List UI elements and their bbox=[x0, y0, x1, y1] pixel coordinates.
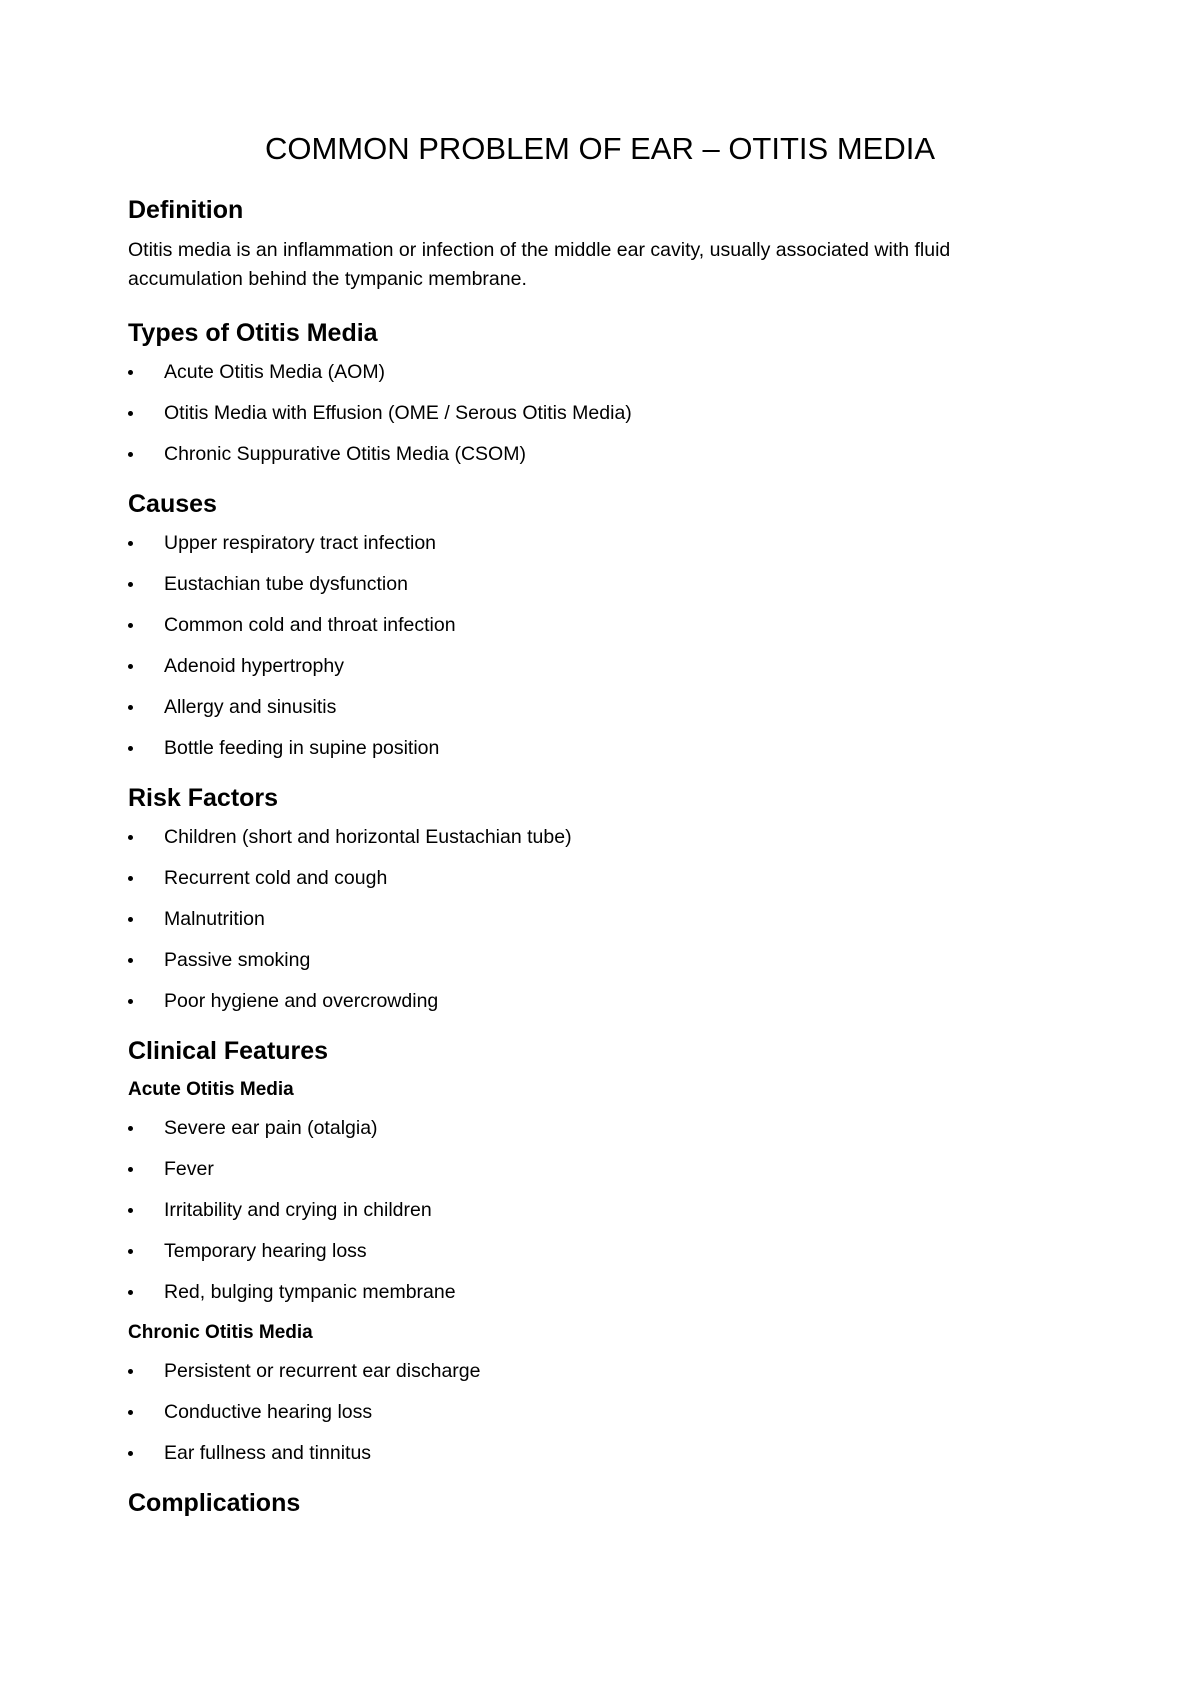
risk-factors-list bbox=[128, 824, 980, 1029]
bullet-icon bbox=[128, 370, 133, 375]
list-item: Adenoid hypertrophy bbox=[128, 653, 980, 694]
list-item: Acute Otitis Media (AOM) bbox=[128, 359, 980, 400]
bullet-icon bbox=[128, 1126, 133, 1131]
bullet-icon bbox=[128, 835, 133, 840]
list-item: Ear fullness and tinnitus bbox=[128, 1440, 980, 1481]
bullet-icon bbox=[128, 1290, 133, 1295]
list-item: Fever bbox=[128, 1156, 980, 1197]
list-item: Eustachian tube dysfunction bbox=[128, 571, 980, 612]
list-item: Passive smoking bbox=[128, 947, 980, 988]
bullet-icon bbox=[128, 411, 133, 416]
causes-list bbox=[128, 530, 980, 776]
page-title: COMMON PROBLEM OF EAR – OTITIS MEDIA bbox=[264, 131, 935, 166]
chronic-features-list bbox=[128, 1358, 980, 1481]
bullet-icon bbox=[128, 623, 133, 628]
bullet-icon bbox=[128, 1208, 133, 1213]
bullet-icon bbox=[128, 582, 133, 587]
bullet-icon bbox=[128, 452, 133, 457]
list-item: Severe ear pain (otalgia) bbox=[128, 1115, 980, 1156]
types-heading: Types of Otitis Media bbox=[128, 319, 378, 347]
bullet-icon bbox=[128, 541, 133, 546]
list-item: Temporary hearing loss bbox=[128, 1238, 980, 1279]
chronic-otitis-media-subheading: Chronic Otitis Media bbox=[128, 1322, 313, 1343]
bullet-icon bbox=[128, 705, 133, 710]
bullet-icon bbox=[128, 999, 133, 1004]
list-item: Upper respiratory tract infection bbox=[128, 530, 980, 571]
list-item: Irritability and crying in children bbox=[128, 1197, 980, 1238]
list-item: Poor hygiene and overcrowding bbox=[128, 988, 980, 1029]
list-item: Persistent or recurrent ear discharge bbox=[128, 1358, 980, 1399]
risk-factors-heading: Risk Factors bbox=[128, 784, 279, 812]
bullet-icon bbox=[128, 876, 133, 881]
list-item: Chronic Suppurative Otitis Media (CSOM) bbox=[128, 441, 980, 482]
acute-otitis-media-subheading: Acute Otitis Media bbox=[128, 1079, 294, 1100]
list-item: Recurrent cold and cough bbox=[128, 865, 980, 906]
acute-features-list bbox=[128, 1115, 980, 1320]
complications-heading: Complications bbox=[128, 1489, 301, 1517]
bullet-icon bbox=[128, 1249, 133, 1254]
bullet-icon bbox=[128, 1369, 133, 1374]
bullet-icon bbox=[128, 746, 133, 751]
clinical-features-heading: Clinical Features bbox=[128, 1037, 329, 1065]
bullet-icon bbox=[128, 1451, 133, 1456]
list-item: Conductive hearing loss bbox=[128, 1399, 980, 1440]
list-item: Allergy and sinusitis bbox=[128, 694, 980, 735]
bullet-icon bbox=[128, 664, 133, 669]
bullet-icon bbox=[128, 1410, 133, 1415]
bullet-icon bbox=[128, 1167, 133, 1172]
list-item: Red, bulging tympanic membrane bbox=[128, 1279, 980, 1320]
list-item: Bottle feeding in supine position bbox=[128, 735, 980, 776]
list-item: Children (short and horizontal Eustachian tube) bbox=[128, 824, 980, 865]
definition-heading: Definition bbox=[128, 196, 244, 224]
bullet-icon bbox=[128, 917, 133, 922]
list-item: Otitis Media with Effusion (OME / Serous Otitis Media) bbox=[128, 400, 980, 441]
bullet-icon bbox=[128, 958, 133, 963]
list-item: Malnutrition bbox=[128, 906, 980, 947]
causes-heading: Causes bbox=[128, 490, 217, 518]
definition-text: Otitis media is an inflammation or infection of the middle ear cavity, usually associated with fluid accumulation behind the tympanic membrane. bbox=[128, 239, 951, 290]
list-item: Common cold and throat infection bbox=[128, 612, 980, 653]
types-list bbox=[128, 359, 980, 482]
